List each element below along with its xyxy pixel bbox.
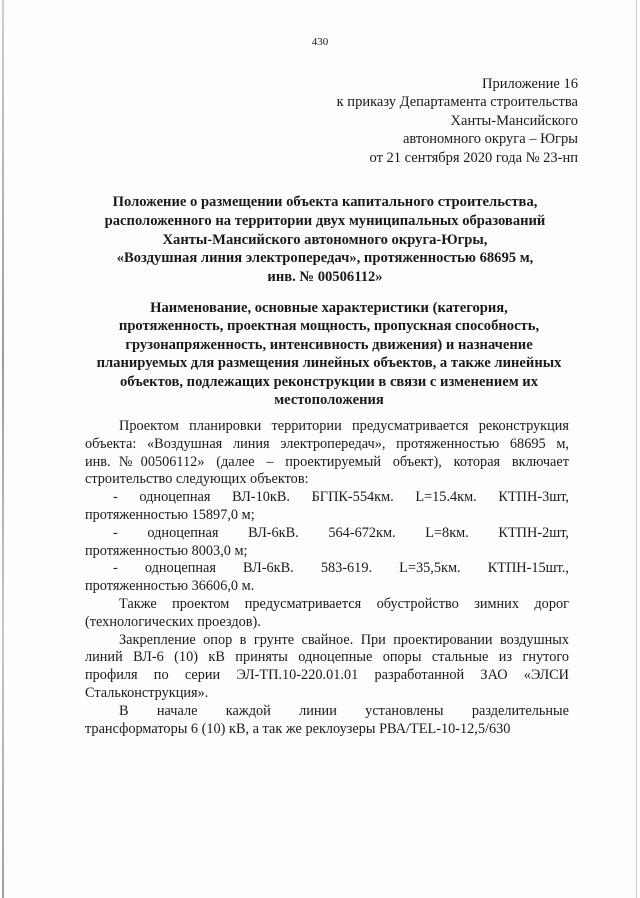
paragraph-line: Стальконструкция». <box>85 684 209 701</box>
heading-line: протяженность, проектная мощность, пропускная способность, <box>118 318 540 335</box>
title-line: Положение о размещении объекта капитального строительства, <box>112 194 538 210</box>
list-item-line: - одноцепная ВЛ-6кВ. 583-619. L=35,5км. КТПН-15шт., <box>113 560 569 577</box>
appendix-line: от 21 сентября 2020 года № 23-нп <box>369 149 578 166</box>
list-item-line: протяженностью 36606,0 м. <box>85 578 255 595</box>
list-item-line: протяженностью 15897,0 м; <box>85 506 255 523</box>
paragraph-line: Проектом планировки территории предусматривается реконструкция <box>119 418 569 434</box>
heading-line: Наименование, основные характеристики (категория, <box>150 300 508 316</box>
appendix-line: автономного округа – Югры <box>402 131 578 148</box>
appendix-line: Приложение 16 <box>482 76 578 92</box>
document-title <box>80 193 570 287</box>
heading-line: грузонапряженность, интенсивность движения) и назначение <box>125 336 533 353</box>
title-line: Ханты-Мансийского автономного округа-Югры, <box>162 231 488 248</box>
section-heading <box>84 299 574 409</box>
paragraph-line: трансформаторы 6 (10) кВ, а так же реклоузеры РВА/TEL-10-12,5/630 <box>85 720 511 737</box>
paragraph-line: профиля по серии ЭЛ-ТП.10-220.01.01 разработанной ЗАО «ЭЛСИ <box>85 667 569 684</box>
paragraph-line: Также проектом предусматривается обустройство зимних дорог <box>119 595 569 612</box>
paragraph-line: (технологических проездов). <box>85 613 261 630</box>
heading-line: местоположения <box>274 392 384 409</box>
list-item-line: протяженностью 8003,0 м; <box>85 542 248 559</box>
page-number: 430 <box>311 36 329 48</box>
paragraph-line: объекта: «Воздушная линия электропередач», протяженностью 68695 м, <box>85 435 569 452</box>
title-line: инв. № 00506112» <box>267 269 383 286</box>
paragraph-line: строительство следующих объектов: <box>85 471 309 488</box>
paragraph-line: линий ВЛ-6 (10) кВ приняты одноцепные опоры стальные из гнутого <box>85 649 569 666</box>
list-item-line: - одноцепная ВЛ-6кВ. 564-672км. L=8км. КТПН-2шт, <box>113 524 569 541</box>
paragraph-line: инв.№00506112» (далее – проектируемый объект), которая включает <box>85 453 569 470</box>
scan-edge-right <box>636 0 637 898</box>
appendix-line: к приказу Департамента строительства <box>336 94 578 111</box>
body-text <box>85 418 569 738</box>
appendix-line: Ханты-Мансийского <box>450 112 578 129</box>
title-line: расположенного на территории двух муниципальных образований <box>104 212 546 229</box>
scan-edge-left <box>2 0 4 898</box>
paragraph-line: Закрепление опор в грунте свайное. При проектировании воздушных <box>119 631 569 648</box>
heading-line: планируемых для размещения линейных объектов, а также линейных <box>96 355 562 372</box>
paragraph-line: В начале каждой линии установлены разделительные <box>119 702 569 719</box>
heading-line: объектов, подлежащих реконструкции в связи с изменением их <box>119 373 539 390</box>
list-item-line: - одноцепная ВЛ-10кВ. БГПК-554км. L=15.4км. КТПН-3шт, <box>113 489 569 506</box>
title-line: «Воздушная линия электропередач», протяженностью 68695 м, <box>116 250 534 267</box>
appendix-header <box>337 75 578 167</box>
